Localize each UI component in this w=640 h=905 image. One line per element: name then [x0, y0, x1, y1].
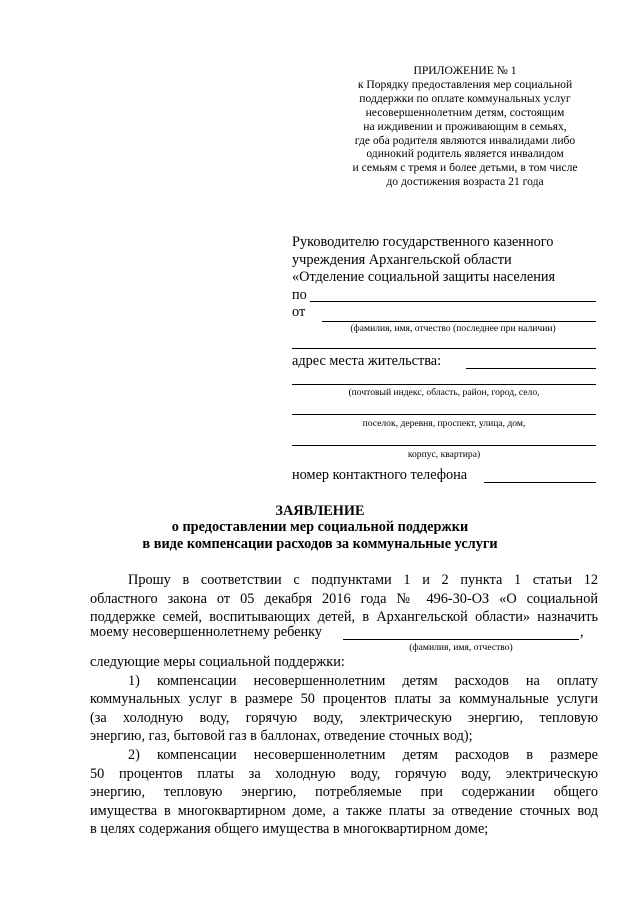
request-paragraph [90, 571, 598, 627]
department-fill-line[interactable] [310, 301, 596, 302]
address-caption-1: (почтовый индекс, область, район, город, село, [348, 387, 540, 398]
address-label: адрес места жительства: [292, 353, 442, 369]
addressee-line: Руководителю государственного казенного [292, 234, 554, 250]
appendix-line: до достижения возраста 21 года [386, 175, 544, 189]
address-line-2[interactable] [292, 384, 596, 385]
paragraph-line: Прошу в соответствии с подпунктами 1 и 2 пункта 1 статьи 12 [128, 572, 598, 588]
measures-intro: следующие меры социальной поддержки: [90, 654, 345, 670]
item2-line: 50 процентов платы за холодную воду, горячую воду, электрическую [90, 765, 598, 782]
item1-line: (за холодную воду, горячую воду, электрическую энергию, тепловую [90, 709, 598, 726]
item1-line-last: энергию, газ, бытовой газ в баллонах, отведение сточных вод); [90, 728, 473, 745]
addressee-block [292, 234, 602, 304]
paragraph-line: областного закона от 05 декабря 2016 года № 496-30-ОЗ «О социальной [90, 590, 598, 607]
appendix-line: на иждивении и проживающим в семьях, [363, 119, 567, 133]
item1-line: 1) компенсации несовершеннолетним детям расходов на оплату [128, 672, 598, 689]
appendix-line: поддержки по оплате коммунальных услуг [359, 91, 571, 105]
document-title: ЗАЯВЛЕНИЕ [275, 503, 365, 519]
child-label: моему несовершеннолетнему ребенку [90, 624, 323, 640]
phone-fill-line[interactable] [484, 482, 596, 483]
item2-line: имущества в многоквартирном доме, а также платы за отведение сточных вод [90, 802, 598, 819]
measures-block [90, 653, 598, 839]
address-caption-3: корпус, квартира) [407, 449, 481, 460]
appendix-line: где оба родителя являются инвалидами либо [354, 133, 576, 147]
address-caption-2: поселок, деревня, проспект, улица, дом, [362, 418, 526, 429]
appendix-line: и семьям с тремя и более детьми, в том числе [352, 161, 578, 175]
appendix-header [300, 64, 630, 189]
document-subtitle-1: о предоставлении мер социальной поддержки [171, 519, 469, 535]
appendix-line: несовершеннолетним детям, состоящим [365, 105, 565, 119]
address-line-4[interactable] [292, 445, 596, 446]
paragraph-line: поддержке семей, воспитывающих детей, в Архангельской области» назначить [90, 609, 598, 626]
appendix-line: одинокий родитель является инвалидом [366, 147, 564, 161]
from-label: от [292, 304, 306, 320]
item2-line: 2) компенсации несовершеннолетним детям расходов в размере [128, 746, 598, 763]
applicant-name-line-2[interactable] [292, 348, 596, 349]
item2-line-last: в целях содержания общего имущества в многоквартирном доме; [90, 821, 489, 838]
child-name-line[interactable] [343, 639, 579, 640]
child-comma: , [580, 624, 584, 640]
addressee-line: «Отделение социальной защиты населения [292, 269, 556, 286]
applicant-name-line[interactable] [322, 321, 596, 322]
item1-line: коммунальных услуг в размере 50 процентов платы за коммунальные услуги [90, 691, 598, 708]
document-subtitle-2: в виде компенсации расходов за коммунальные услуги [142, 536, 498, 552]
addressee-line: по [292, 286, 307, 303]
appendix-line: ПРИЛОЖЕНИЕ № 1 [413, 64, 517, 77]
appendix-line: к Порядку предоставления мер социальной [357, 77, 573, 91]
phone-label: номер контактного телефона [292, 467, 468, 483]
address-line-3[interactable] [292, 414, 596, 415]
item2-line: энергию, тепловую энергию, потребляемые при содержании общего [90, 784, 598, 801]
address-fill-line[interactable] [466, 368, 596, 369]
child-name-caption: (фамилия, имя, отчество) [409, 642, 513, 653]
applicant-name-caption: (фамилия, имя, отчество (последнее при наличии) [350, 323, 556, 334]
addressee-line: учреждения Архангельской области [292, 251, 512, 268]
